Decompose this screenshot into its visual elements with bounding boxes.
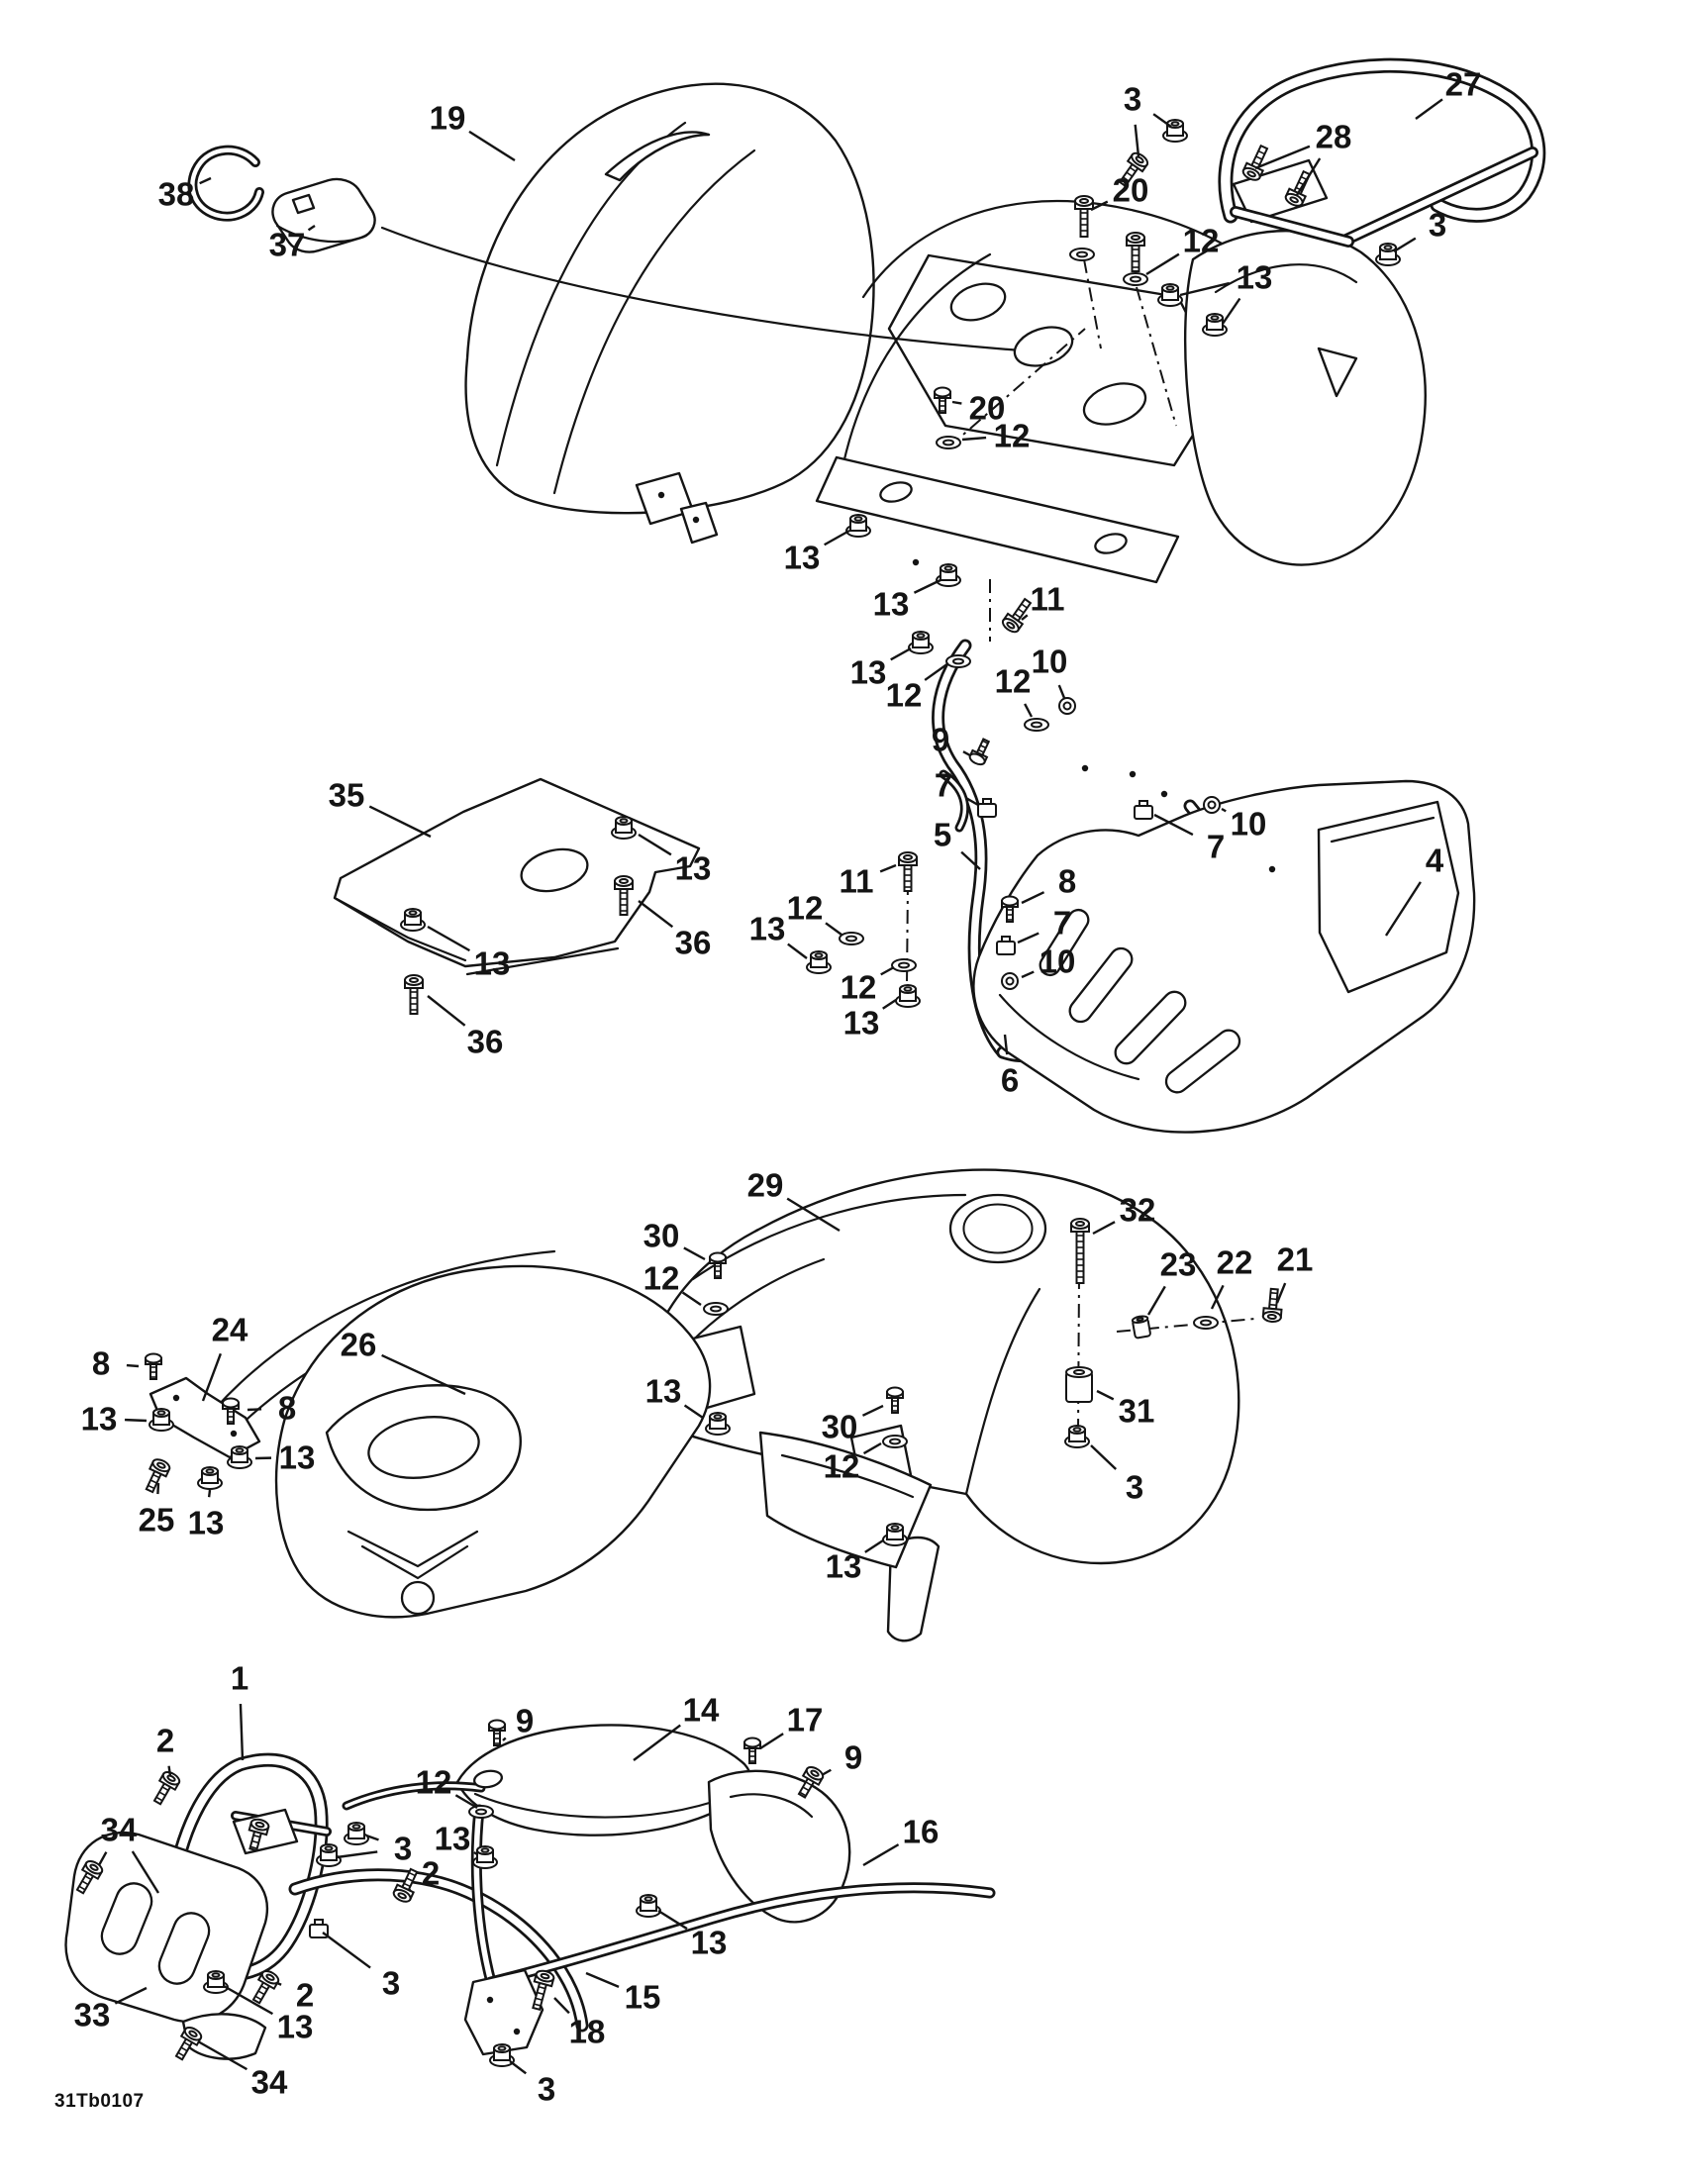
leader-line [554,1998,569,2013]
part-number-label: 13 [278,1439,316,1476]
fastener-bolt-icon [149,1769,181,1807]
fastener-nut-icon [149,1409,173,1431]
part-number-label: 13 [80,1400,118,1438]
fastener-screw-icon [146,1354,161,1380]
fastener-nut-icon [846,515,870,537]
leader-line [277,1983,281,1985]
mount-hole-dot [693,517,699,523]
part-number-label: 13 [434,1820,471,1857]
callout-35 [329,777,431,838]
fastener-washer-icon [840,933,863,944]
part-number-label: 2 [295,1976,315,2014]
fastener-washer-icon [704,1303,728,1315]
part-number-label: 26 [340,1326,377,1363]
leader-line [200,178,211,183]
part-number-label: 19 [429,99,466,137]
fastener-washer-icon [469,1806,493,1818]
leader-line [639,901,672,927]
fastener-bolt-icon [405,975,423,1014]
leader-line [1416,99,1442,119]
rear-rack-bracket [817,457,1178,582]
part-number-label: 13 [674,849,712,887]
part-number-label: 13 [849,653,887,691]
fastener-nut-icon [807,951,831,973]
leader-line [474,1852,477,1854]
part-number-label: 12 [993,417,1031,454]
fastener-nut-icon [1158,284,1182,306]
rear-fender-lobe [1185,231,1426,564]
callout-9 [822,1739,862,1776]
leader-line [241,1704,243,1760]
fastener-bolt-icon [1075,196,1093,237]
leader-line [469,132,515,160]
fastener-grommet-icon [1002,973,1018,989]
part-number-label: 34 [250,2063,288,2101]
part-number-label: 13 [872,585,910,623]
leader-line [963,751,970,755]
leader-line [510,2061,526,2073]
part-number-label: 11 [839,862,874,900]
leader-line [337,1851,377,1857]
part-number-label: 4 [1425,842,1444,879]
fastener-nut-icon [317,1844,341,1866]
callout-11 [840,863,896,900]
part-number-label: 5 [933,816,952,853]
part-number-label: 17 [786,1701,824,1738]
part-number-label: 6 [1000,1061,1020,1099]
fastener-bushing-icon [1066,1367,1092,1402]
part-number-label: 3 [1125,1468,1144,1506]
part-number-label: 13 [748,910,786,947]
callout-17 [760,1702,823,1749]
fastener-bushing_s-icon [1132,1315,1150,1338]
leader-line [169,1766,170,1776]
callout-12 [995,663,1032,718]
part-number-label: 10 [1039,943,1076,980]
callout-13 [188,1490,225,1541]
fastener-washer-icon [1194,1317,1218,1329]
callout-10 [1032,644,1068,699]
part-number-label: 29 [746,1166,784,1204]
part-number-label: 12 [994,662,1032,700]
part-number-label: 3 [393,1830,413,1867]
part-number-label: 37 [268,226,306,263]
fastener-nut-icon [612,817,636,839]
part-number-label: 21 [1276,1241,1314,1278]
leader-line [760,1734,783,1748]
callout-13 [435,1821,477,1857]
callout-13 [843,1000,896,1042]
callout-16 [863,1814,939,1866]
callout-19 [430,100,515,161]
callout-36 [639,901,711,961]
fastener-nut-icon [1376,244,1400,265]
part-number-label: 35 [328,776,365,814]
leader-line [127,1365,139,1366]
part-number-label: 20 [1112,171,1149,209]
part-number-label: 13 [842,1004,880,1042]
part-number-label: 12 [786,889,824,927]
fender-support-top [346,1786,481,1806]
callout-13 [873,580,940,623]
mount-hole-dot [1161,791,1167,797]
leader-line [1146,254,1179,274]
callout-1 [231,1660,248,1761]
part-number-label: 34 [100,1811,138,1848]
callout-3 [1124,81,1171,157]
fastener-bolt-icon [142,1457,171,1495]
part-number-label: 12 [415,1763,452,1801]
part-number-label: 12 [1182,222,1220,259]
mount-hole-dot [913,559,919,565]
part-number-label: 12 [885,676,923,714]
callout-21 [1277,1241,1314,1304]
callout-8 [92,1345,139,1382]
part-number-label: 7 [1206,828,1226,865]
mount-hole-dot [173,1395,179,1401]
callout-13 [81,1401,147,1438]
fastener-nut-icon [937,564,960,586]
part-number-label: 24 [211,1311,248,1348]
part-number-label: 8 [277,1389,297,1427]
leader-line [952,402,961,404]
fastener-nut-icon [637,1895,660,1917]
fastener-nut-icon [883,1524,907,1545]
leader-line [125,1420,147,1421]
fastener-nut-icon [896,985,920,1007]
part-number-label: 13 [1236,258,1273,296]
fastener-nut-icon [909,632,933,653]
fastener-nut-icon [228,1446,251,1468]
callout-36 [428,996,503,1060]
part-number-label: 31 [1118,1392,1155,1430]
part-number-label: 7 [934,766,953,804]
part-number-label: 9 [931,721,950,758]
leader-line [1025,704,1032,717]
mount-hole-dot [514,2029,520,2035]
callout-24 [203,1312,248,1402]
part-number-label: 36 [466,1023,504,1060]
part-number-label: 23 [1159,1245,1197,1283]
part-number-label: 13 [187,1504,225,1541]
part-number-label: 30 [821,1408,858,1445]
leader-line [157,1483,158,1494]
mount-hole-dot [658,492,664,498]
callout-25 [139,1483,175,1539]
callout-30 [644,1218,705,1260]
leader-line [863,1844,899,1865]
mount-hole-dot [1130,771,1136,777]
part-number-label: 13 [825,1547,862,1585]
part-number-label: 30 [643,1217,680,1254]
leader-line [826,923,842,935]
part-number-label: 8 [1057,862,1077,900]
leader-line [209,1490,210,1497]
mount-hole-dot [231,1431,237,1437]
part-number-label: 8 [91,1344,111,1382]
leader-line [962,438,986,440]
fastener-washer-icon [1025,719,1048,731]
leader-line [883,1000,896,1009]
leader-line [1153,114,1171,127]
fastener-grommet-icon [1204,797,1220,813]
fastener-screw-icon [744,1738,760,1764]
figure-code: 31Tb0107 [54,2091,145,2112]
part-number-label: 25 [138,1501,175,1539]
callout-12 [841,967,894,1006]
callout-9 [503,1703,534,1741]
part-number-label: 2 [155,1722,175,1759]
callout-13 [255,1439,315,1476]
fastener-screw-icon [968,737,993,766]
fastener-bolt-icon [899,852,917,891]
fastener-washer-icon [883,1436,907,1447]
fastener-grommet-icon [1059,698,1075,714]
leader-line [914,580,940,593]
leader-line [503,1737,506,1740]
part-number-label: 12 [643,1259,680,1297]
part-number-label: 3 [1123,80,1142,118]
part-number-label: 27 [1444,65,1482,103]
support-bracket-15 [465,1970,543,2054]
leader-line [248,1409,261,1410]
part-number-label: 13 [644,1372,682,1410]
leader-line [788,944,807,958]
fastener-nut-icon [345,1823,368,1844]
part-number-label: 33 [73,1996,111,2034]
fastener-washer-icon [946,655,970,667]
mount-hole-dot [487,1997,493,2003]
fastener-bolt-icon [1127,233,1144,271]
callout-3 [323,1933,400,2002]
fastener-bolt-icon [171,2025,203,2062]
part-number-label: 10 [1230,805,1267,843]
part-number-label: 3 [537,2070,556,2108]
fastener-nut-icon [1203,314,1227,336]
leader-line [1394,239,1416,251]
callout-13 [784,531,849,576]
part-number-label: 13 [473,944,511,982]
fastener-nut-icon [198,1467,222,1489]
callout-12 [787,890,842,936]
fastener-nut-icon [401,909,425,931]
callout-15 [586,1973,660,2016]
fastener-clamp-icon [1135,801,1152,819]
part-number-label: 7 [1052,904,1072,942]
part-number-label: 18 [568,2013,606,2050]
part-number-label: 36 [674,924,712,961]
seat-tab-2 [681,503,717,543]
leader-line [409,1889,411,1891]
fascia-port [402,1582,434,1614]
part-number-label: 15 [624,1978,661,2016]
part-number-label: 32 [1119,1191,1156,1229]
fastener-nut-icon [204,1971,228,1993]
mount-hole-dot [1269,866,1275,872]
leader-line [203,1353,221,1401]
leader-line [1136,125,1138,156]
part-number-label: 13 [276,2008,314,2045]
fastener-washer-icon [937,437,960,448]
part-number-label: 3 [381,1964,401,2002]
part-number-label: 9 [515,1702,535,1739]
part-number-label: 28 [1315,118,1352,155]
fastener-screw-icon [489,1721,505,1746]
part-number-label: 20 [968,389,1006,427]
part-number-label: 14 [682,1691,720,1729]
leader-line [881,967,894,974]
leader-line [880,865,896,871]
callout-3 [510,2061,555,2108]
seat-cover-19 [466,84,874,513]
fastener-nut-icon [473,1846,497,1868]
callout-8 [248,1390,296,1427]
part-number-label: 3 [1428,206,1447,244]
heat-shield-35 [335,779,699,966]
part-number-label: 1 [230,1659,249,1697]
part-number-label: 16 [902,1813,940,1850]
fastener-washer-icon [1124,273,1147,285]
fastener-washer-icon [892,959,916,971]
fastener-washer-icon [1070,248,1094,260]
part-number-label: 2 [421,1854,441,1892]
part-number-label: 13 [783,539,821,576]
part-number-label: 9 [843,1738,863,1776]
part-number-label: 38 [157,175,195,213]
fastener-nut-icon [1065,1426,1089,1447]
part-number-label: 10 [1031,643,1068,680]
part-number-label: 13 [690,1924,728,1961]
leader-line [891,648,911,659]
part-number-label: 22 [1216,1243,1253,1281]
part-number-label: 12 [840,968,877,1006]
fuel-cap [950,1195,1045,1262]
fastener-nut-icon [706,1413,730,1435]
callout-22 [1212,1244,1252,1310]
leader-line [825,531,849,545]
leader-line [684,1247,705,1259]
leader-line [586,1973,619,1987]
leader-line [369,807,431,837]
part-number-label: 12 [823,1447,860,1485]
part-number-label: 11 [1030,580,1065,618]
leader-line [323,1933,370,1968]
callout-2 [156,1723,174,1777]
mount-hole-dot [1082,765,1088,771]
leader-line [428,996,465,1026]
leader-line [822,1770,831,1775]
leader-line [1059,685,1064,698]
fastener-clamp-icon [978,799,996,817]
